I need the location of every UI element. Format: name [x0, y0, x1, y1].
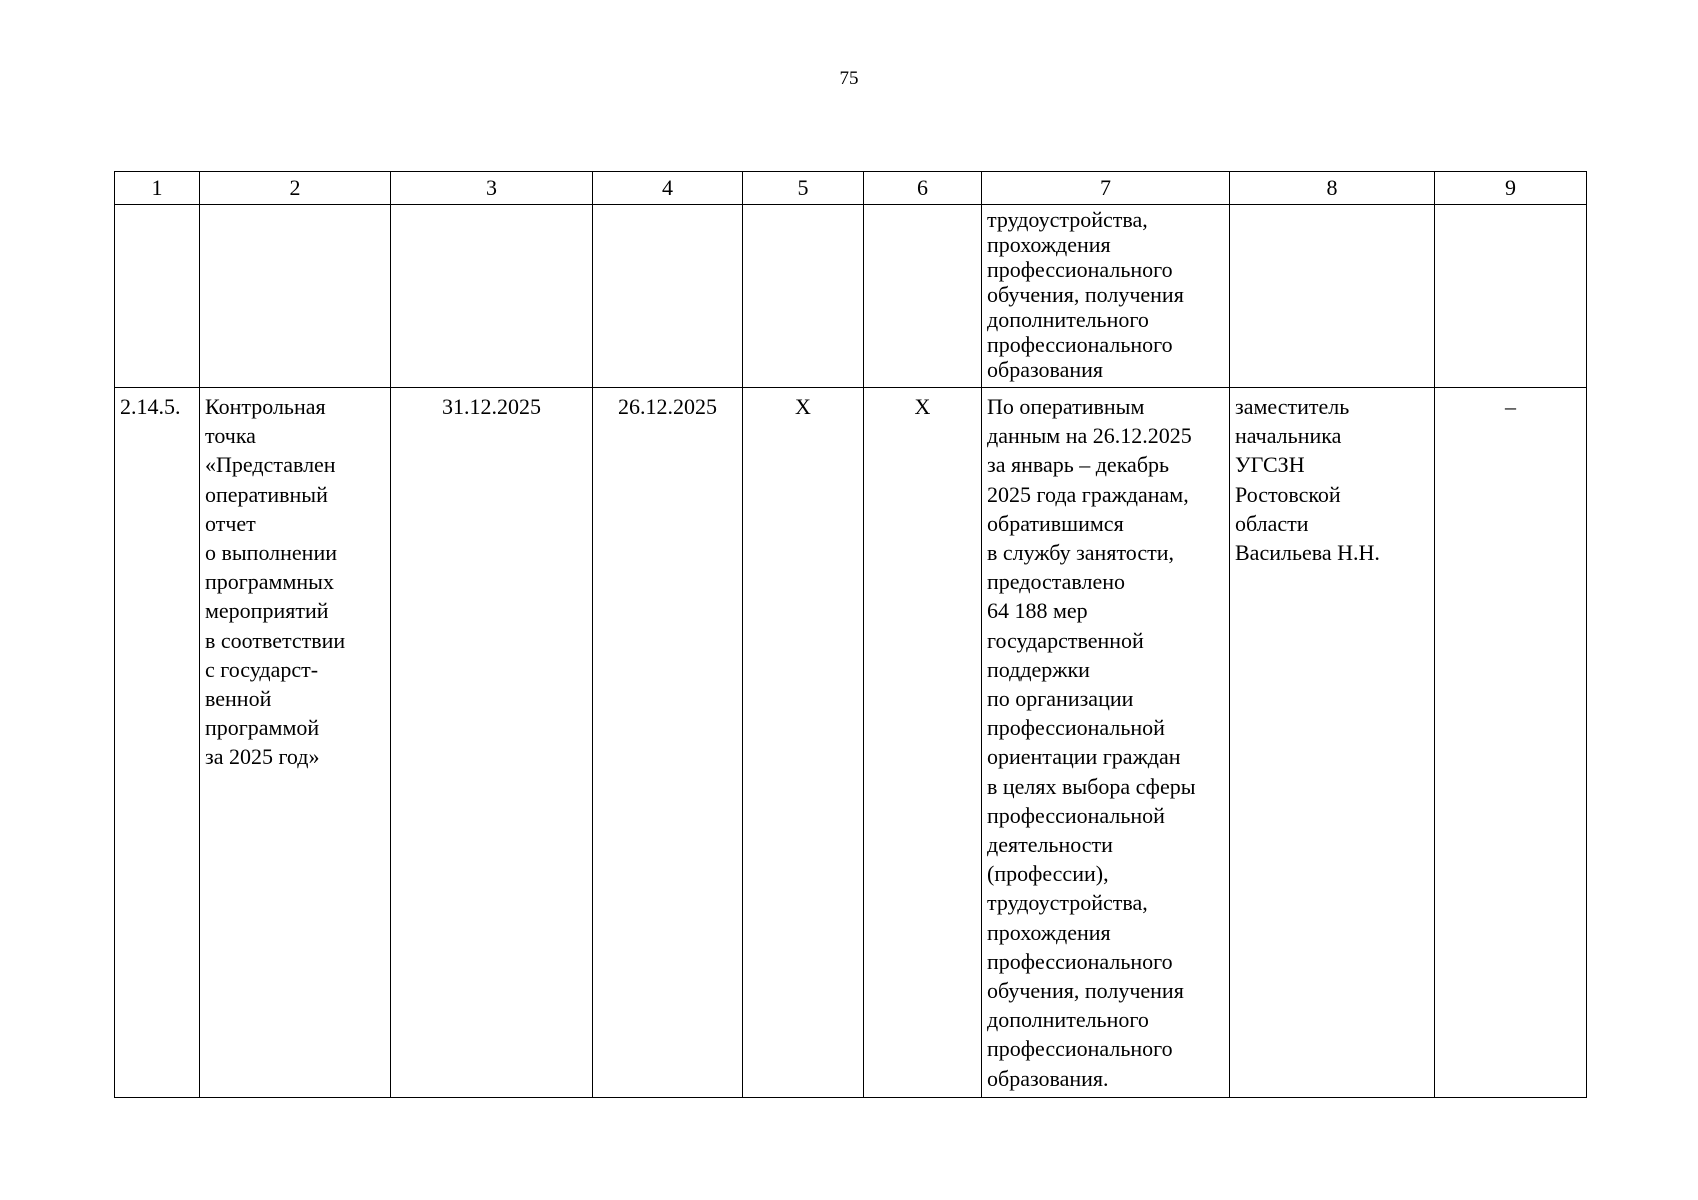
cell-empty [864, 205, 982, 388]
item-actual-date: 26.12.2025 [593, 388, 743, 1098]
cell-empty [1435, 205, 1587, 388]
cell-empty [593, 205, 743, 388]
column-header-1: 1 [115, 172, 200, 205]
continuation-result-text: трудоустройства, прохождения профессионального обучения, получения дополнительного профессионального образования [982, 205, 1230, 388]
column-header-5: 5 [743, 172, 864, 205]
item-number: 2.14.5. [115, 388, 200, 1098]
column-header-6: 6 [864, 172, 982, 205]
item-result-text: По оперативным данным на 26.12.2025 за январь – декабрь 2025 года гражданам, обратившимся в службу занятости, предоставлено 64 188 мер государственной поддержки по организации профессиональной ориентации граждан в целях выбора сферы профессиональной деятельности (профессии), трудоустройства, прохождения профессионального обучения, получения дополнительного профессионального образования. [982, 388, 1230, 1098]
item-col6-mark: Х [864, 388, 982, 1098]
plan-table [114, 171, 1587, 1098]
cell-empty [1230, 205, 1435, 388]
page-number: 75 [839, 68, 859, 89]
column-header-9: 9 [1435, 172, 1587, 205]
item-responsible: заместитель начальника УГСЗН Ростовской области Васильева Н.Н. [1230, 388, 1435, 1098]
cell-empty [200, 205, 391, 388]
column-header-3: 3 [391, 172, 593, 205]
column-header-7: 7 [982, 172, 1230, 205]
table-row-2-14-5 [115, 388, 1587, 1098]
item-col5-mark: Х [743, 388, 864, 1098]
column-header-2: 2 [200, 172, 391, 205]
column-header-4: 4 [593, 172, 743, 205]
cell-empty [743, 205, 864, 388]
item-plan-date: 31.12.2025 [391, 388, 593, 1098]
table-row-continuation [115, 205, 1587, 388]
item-col9-dash: – [1435, 388, 1587, 1098]
cell-empty [391, 205, 593, 388]
table-header-row [115, 172, 1587, 205]
item-name: Контрольная точка «Представлен оперативный отчет о выполнении программных мероприятий в соответствии с государст- венной программой за 2025 год» [200, 388, 391, 1098]
cell-empty [115, 205, 200, 388]
column-header-8: 8 [1230, 172, 1435, 205]
